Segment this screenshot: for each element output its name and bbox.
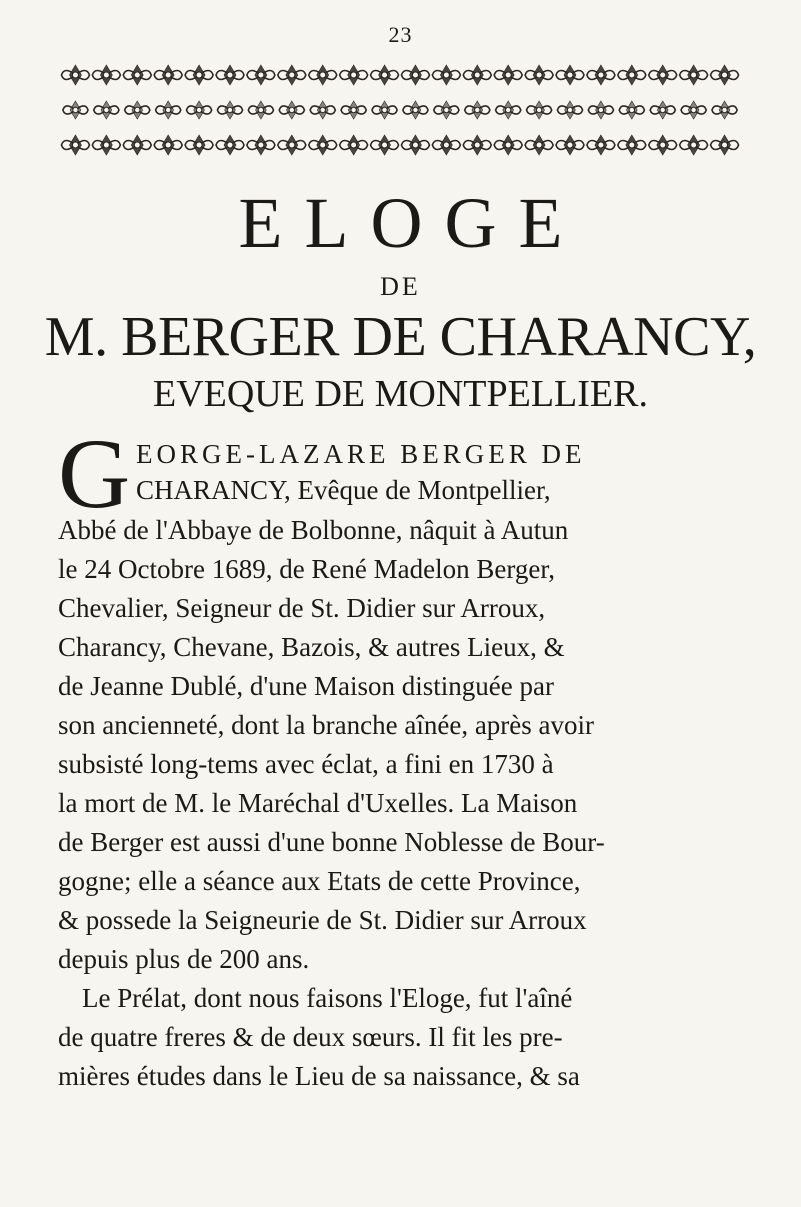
fleuron-icon (154, 135, 182, 155)
drop-cap-initial: G (58, 418, 131, 529)
fleuron-icon (525, 65, 553, 85)
fleuron-icon (526, 101, 551, 119)
fleuron-icon (279, 101, 304, 119)
fleuron-icon (465, 101, 490, 119)
fleuron-icon (403, 101, 428, 119)
fleuron-icon (496, 101, 521, 119)
fleuron-icon (372, 101, 397, 119)
fleuron-icon (401, 65, 429, 85)
eulogy-subject: M. BERGER DE CHARANCY, (44, 306, 757, 368)
fleuron-icon (618, 135, 646, 155)
text-line: le 24 Octobre 1689, de René Madelon Berger, (58, 554, 556, 584)
text-line: de Jeanne Dublé, d'une Maison distinguée par (58, 671, 554, 701)
text-line: CHARANCY, Evêque de Montpellier, (136, 475, 551, 505)
fleuron-icon (619, 101, 644, 119)
subject-office: EVEQUE DE MONTPELLIER. (153, 373, 648, 415)
fleuron-icon (278, 135, 306, 155)
fleuron-icon (650, 101, 675, 119)
fleuron-icon (494, 65, 522, 85)
fleuron-icon (588, 101, 613, 119)
fleuron-icon (123, 65, 151, 85)
fleuron-icon (92, 135, 120, 155)
fleuron-icon (123, 135, 151, 155)
fleuron-icon (401, 135, 429, 155)
fleuron-icon (618, 65, 646, 85)
text-line: subsisté long-tems avec éclat, a fini en 1730 à (58, 749, 554, 779)
fleuron-icon (186, 101, 211, 119)
fleuron-icon (278, 65, 306, 85)
fleuron-icon (681, 101, 706, 119)
fleuron-icon (248, 101, 273, 119)
fleuron-icon (587, 65, 615, 85)
page-number: 23 (388, 22, 413, 47)
fleuron-icon (217, 101, 242, 119)
fleuron-icon (185, 135, 213, 155)
fleuron-icon (712, 101, 737, 119)
fleuron-icon (216, 65, 244, 85)
text-line: de quatre freres & de deux sœurs. Il fit les pre- (58, 1022, 563, 1052)
fleuron-icon (94, 101, 119, 119)
fleuron-icon (587, 135, 615, 155)
fleuron-icon (525, 135, 553, 155)
fleuron-icon (432, 135, 460, 155)
text-line: Abbé de l'Abbaye de Bolbonne, nâquit à Autun (58, 515, 569, 545)
fleuron-icon (463, 65, 491, 85)
text-line: mières études dans le Lieu de sa naissance, & sa (58, 1061, 580, 1091)
page-title: ELOGE (238, 183, 585, 263)
fleuron-icon (556, 135, 584, 155)
text-line: la mort de M. le Maréchal d'Uxelles. La Maison (58, 788, 578, 818)
fleuron-icon (63, 101, 88, 119)
text-line: Le Prélat, dont nous faisons l'Eloge, fut l'aîné (82, 983, 573, 1013)
fleuron-icon (371, 65, 399, 85)
fleuron-icon (154, 65, 182, 85)
fleuron-icon (156, 101, 181, 119)
fleuron-icon (247, 65, 275, 85)
fleuron-icon (92, 65, 120, 85)
fleuron-icon (557, 101, 582, 119)
text-line: EORGE-LAZARE BERGER DE (136, 439, 586, 469)
fleuron-icon (61, 65, 89, 85)
fleuron-icon (680, 65, 708, 85)
fleuron-icon (463, 135, 491, 155)
text-line: gogne; elle a séance aux Etats de cette Province, (58, 866, 581, 896)
fleuron-icon (494, 135, 522, 155)
fleuron-icon (434, 101, 459, 119)
fleuron-icon (432, 65, 460, 85)
fleuron-icon (247, 135, 275, 155)
text-line: de Berger est aussi d'une bonne Noblesse de Bour- (58, 827, 605, 857)
title-preposition: DE (380, 272, 421, 301)
fleuron-icon (61, 135, 89, 155)
fleuron-icon (711, 65, 739, 85)
fleuron-icon (649, 65, 677, 85)
fleuron-icon (310, 101, 335, 119)
text-line: depuis plus de 200 ans. (58, 944, 310, 974)
fleuron-icon (309, 135, 337, 155)
text-line: Chevalier, Seigneur de St. Didier sur Arroux, (58, 593, 546, 623)
fleuron-icon (340, 135, 368, 155)
text-line: son ancienneté, dont la branche aînée, après avoir (58, 710, 595, 740)
fleuron-ornament-band (60, 55, 740, 165)
fleuron-icon (185, 65, 213, 85)
fleuron-icon (680, 135, 708, 155)
text-line: Charancy, Chevane, Bazois, & autres Lieux, & (58, 632, 565, 662)
fleuron-icon (341, 101, 366, 119)
fleuron-icon (711, 135, 739, 155)
text-line: & possede la Seigneurie de St. Didier sur Arroux (58, 905, 587, 935)
fleuron-icon (371, 135, 399, 155)
fleuron-icon (556, 65, 584, 85)
fleuron-icon (216, 135, 244, 155)
fleuron-icon (649, 135, 677, 155)
fleuron-icon (125, 101, 150, 119)
fleuron-icon (309, 65, 337, 85)
fleuron-icon (340, 65, 368, 85)
